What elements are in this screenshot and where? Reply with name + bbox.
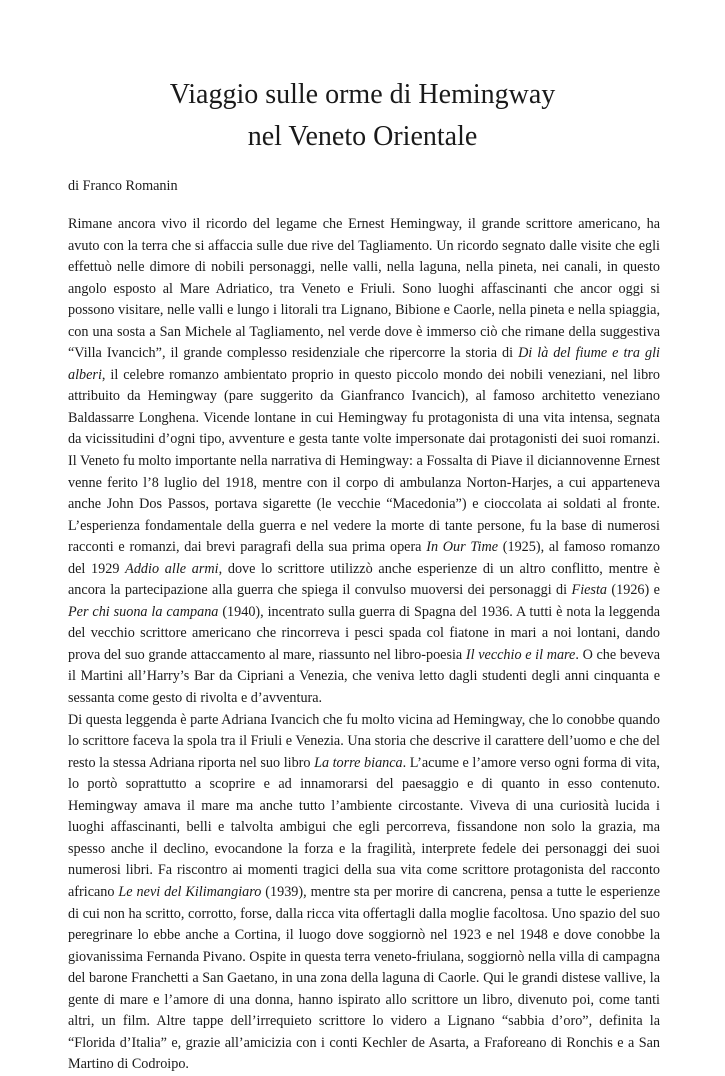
paragraph-1-text-7: . O che beveva il Martini all’Harry’s Bar da Cipriani a Venezia, che veniva letto dagli studenti degli anni cinquanta e sessanta come gesto di rivolta e d’avventura. xyxy=(68,646,661,707)
paragraph-2-text-1: Di questa leggenda è parte Adriana Ivancich che fu molto vicina ad Hemingway, che lo conobbe quando lo scrittore faceva la spola tra il Friuli e Venezia. Una storia che descrive il carattere dell’uomo e che del resto la stessa Adriana riporta nel suo libro xyxy=(68,711,660,771)
paragraph-1-text-6: (1940), incentrato sulla guerra di Spagna del 1936. A tutti è nota la leggenda del vecchio scrittore americano che rincorreva i pesci spada col fiatone in mari a noi lontani, dando prova del suo grande attaccamento al mare, riassunto nel libro-poesia xyxy=(68,603,661,663)
title-line-1: Viaggio sulle orme di Hemingway xyxy=(169,79,556,110)
paragraph-2 xyxy=(68,710,660,1076)
paragraph-1-text-3: (1925), al famoso romanzo del 1929 xyxy=(68,539,660,577)
paragraph-2-text-3: (1939), mentre sta per morire di cancrena, pensa a tutte le esperienze di cui non ha scritto, corrotto, forse, dalla ricca vita offertagli dalla moglie facoltosa. Uno spazio del suo peregrinare lo ebbe anche a Cortina, il luogo dove soggiornò nel 1923 e nel 1948 e dove conobbe la giovanissima Fernanda Pivano. Ospite in questa terra veneto-friulana, soggiornò nella villa di campagna del barone Franchetti a San Gaetano, in una zona della laguna di Caorle. Qui le grandi distese vallive, la gente di mare e l’amore di una donna, hanno ispirato allo scrittore un libro, divenuto poi, come tanti altri, un film. Altre tappe dell’irrequieto scrittore lo videro a Lignano “sabbia d’oro”, definita la “Florida d’Italia” e, grazie all’amicizia con i conti Kechler de Asarta, a Fraforeano di Ronchis e a San Martino di Codroipo. xyxy=(68,883,660,1073)
book-title: La torre bianca xyxy=(314,754,403,771)
book-title: Fiesta xyxy=(571,582,607,599)
paragraph-1 xyxy=(68,214,660,710)
paragraph-2-text-2: . L’acume e l’amore verso ogni forma di vita, lo portò soprattutto a scoprire e ad innamorarsi del paesaggio e di quanto in esso contenuto. Hemingway amava il mare ma anche tutto l’ambiente circostante. Viveva di una curiosità lucida i luoghi affascinanti, belli e talvolta ambigui che egli percorreva, fissandone non solo la grazia, ma spesso anche il declino, evocandone la forza e la fragilità, interprete fedele dei personaggi dei suoi numerosi libri. Fa riscontro ai momenti tragici della sua vita come scrittore protagonista del racconto africano xyxy=(68,754,660,900)
book-title: Le nevi del Kilimangiaro xyxy=(118,883,262,900)
paragraph-1-text-4: , dove lo scrittore utilizzò anche esperienze di un altro conflitto, mentre è ancora la partecipazione alla guerra che spiega il convulso muoversi dei personaggi di xyxy=(68,560,660,599)
title-line-2: nel Veneto Orientale xyxy=(247,121,478,152)
book-title: Di là del fiume e tra gli alberi xyxy=(68,345,660,383)
book-title: Il vecchio e il mare xyxy=(465,646,576,663)
paragraph-1-text-5: (1926) e xyxy=(607,582,660,599)
paragraph-1-text-2: , il celebre romanzo ambientato proprio in questo piccolo mondo dei nobili veneziani, nel libro attribuito da Hemingway (pare suggerito da Gianfranco Ivancich), al famoso architetto veneziano Baldassarre Longhena. Vicende lontane in cui Hemingway fu protagonista di una vita intensa, segnata da vicissitudini d’ogni tipo, avventure e gesta tante volte impersonate dai protagonisti dei suoi romanzi. Il Veneto fu molto importante nella narrativa di Hemingway: a Fossalta di Piave il diciannovenne Ernest venne ferito l’8 luglio del 1918, mentre con il corpo di ambulanza Norton-Harjes, a cui apparteneva anche John Dos Passos, portava sigarette (le vecchie “Macedonia”) e cioccolata ai soldati al fronte. L’esperienza fondamentale della guerra e nel vedere la morte di tante persone, fu la base di numerosi racconti e romanzi, dai brevi paragrafi della sua prima opera xyxy=(68,366,660,556)
book-title: Per chi suona la campana xyxy=(68,603,219,620)
book-title: In Our Time xyxy=(426,539,498,556)
document-title xyxy=(0,74,725,158)
article-body xyxy=(68,214,660,1076)
book-title: Addio alle armi xyxy=(125,560,219,577)
paragraph-1-text-1: Rimane ancora vivo il ricordo del legame che Ernest Hemingway, il grande scrittore americano, ha avuto con la terra che si affaccia sulle due rive del Tagliamento. Un ricordo segnato dalle visite che egli effettuò nelle dimore di nobili personaggi, nelle valli, nella laguna, nella pineta, nei canali, in questo angolo esposto al Mare Adriatico, tra Veneto e Friuli. Sono luoghi affascinanti che ancor oggi si possono visitare, nelle valli e lungo i litorali tra Lignano, Bibione e Caorle, nella pineta e nella spiaggia, con una sosta a San Michele al Tagliamento, nel verde dove è immerso ciò che rimane della suggestiva “Villa Ivancich”, il grande complesso residenziale che ripercorre la storia di xyxy=(68,216,660,362)
author-byline: di Franco Romanin xyxy=(68,178,178,194)
